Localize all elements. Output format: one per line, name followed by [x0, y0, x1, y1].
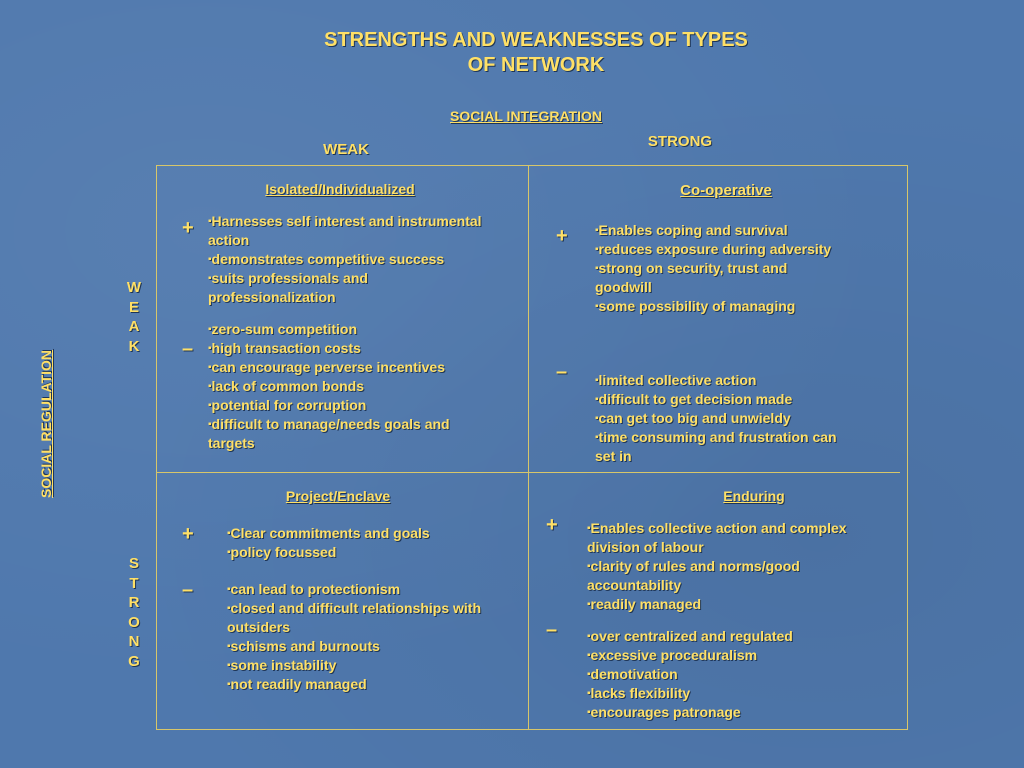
list-item: ▪ schisms and burnouts: [227, 637, 492, 656]
list-item: ▪ not readily managed: [227, 675, 492, 694]
list-item: ▪ lack of common bonds: [208, 377, 493, 396]
list-item: ▪ Enables coping and survival: [595, 221, 845, 240]
regulation-strong-label: [124, 554, 144, 671]
list-item: ▪ demonstrates competitive success: [208, 250, 493, 269]
list-item: ▪ some instability: [227, 656, 492, 675]
letter: T: [129, 574, 139, 592]
minus-sign: –: [182, 579, 194, 601]
project-weaknesses-list: [227, 580, 492, 694]
slide-title: [236, 28, 836, 78]
letter: K: [128, 337, 140, 355]
list-item: ▪ demotivation: [587, 665, 887, 684]
list-item: ▪ zero-sum competition: [208, 320, 493, 339]
list-item: ▪ high transaction costs: [208, 339, 493, 358]
isolated-weaknesses-list: [208, 320, 493, 453]
enduring-strengths-list: [587, 519, 887, 614]
list-item: ▪ some possibility of managing: [595, 297, 845, 316]
integration-weak-label: WEAK: [323, 141, 369, 158]
list-item: ▪ Harnesses self interest and instrumental action: [208, 212, 493, 250]
cooperative-weaknesses-list: [595, 371, 850, 466]
letter: S: [128, 555, 139, 572]
list-item: ▪ readily managed: [587, 595, 887, 614]
list-item: ▪ suits professionals and professionalization: [208, 269, 493, 307]
list-item: ▪ can get too big and unwieldy: [595, 409, 850, 428]
project-strengths-list: [227, 524, 492, 562]
list-item: ▪ policy focussed: [227, 543, 492, 562]
letter: W: [126, 279, 142, 296]
list-item: ▪ closed and difficult relationships with outsiders: [227, 599, 492, 637]
social-regulation-label: SOCIAL REGULATION: [38, 349, 54, 499]
quadrant-title-enduring: Enduring: [723, 488, 785, 504]
title-line-2: OF NETWORK: [467, 54, 605, 76]
list-item: ▪ over centralized and regulated: [587, 627, 887, 646]
plus-sign: +: [546, 514, 558, 536]
list-item: ▪ Enables collective action and complex division of labour: [587, 519, 887, 557]
list-item: ▪ potential for corruption: [208, 396, 493, 415]
list-item: ▪ clarity of rules and norms/good accountability: [587, 557, 887, 595]
list-item: ▪ reduces exposure during adversity: [595, 240, 845, 259]
social-integration-label: SOCIAL INTEGRATION: [450, 108, 602, 124]
letter: G: [128, 652, 140, 670]
list-item: ▪ excessive proceduralism: [587, 646, 887, 665]
plus-sign: +: [182, 523, 194, 545]
letter: N: [128, 633, 140, 650]
grid-vertical-divider: [528, 166, 529, 729]
isolated-strengths-list: [208, 212, 493, 307]
minus-sign: –: [182, 338, 194, 360]
letter: O: [128, 613, 140, 631]
letter: R: [128, 594, 140, 611]
plus-sign: +: [182, 217, 194, 239]
list-item: ▪ can encourage perverse incentives: [208, 358, 493, 377]
list-item: ▪ can lead to protectionism: [227, 580, 492, 599]
title-line-1: STRENGTHS AND WEAKNESSES OF TYPES: [324, 29, 748, 51]
letter: E: [128, 298, 139, 316]
list-item: ▪ Clear commitments and goals: [227, 524, 492, 543]
enduring-weaknesses-list: [587, 627, 887, 722]
minus-sign: –: [546, 619, 558, 641]
letter: A: [128, 318, 140, 335]
list-item: ▪ strong on security, trust and goodwill: [595, 259, 845, 297]
list-item: ▪ lacks flexibility: [587, 684, 887, 703]
plus-sign: +: [556, 225, 568, 247]
list-item: ▪ encourages patronage: [587, 703, 887, 722]
quadrant-title-isolated: Isolated/Individualized: [265, 181, 415, 197]
list-item: ▪ time consuming and frustration can set in: [595, 428, 850, 466]
integration-strong-label: STRONG: [647, 133, 713, 150]
list-item: ▪ difficult to manage/needs goals and targets: [208, 415, 493, 453]
grid-horizontal-divider: [157, 472, 900, 473]
list-item: ▪ limited collective action: [595, 371, 850, 390]
cooperative-strengths-list: [595, 221, 845, 316]
regulation-weak-label: [124, 278, 144, 356]
quadrant-title-project-enclave: Project/Enclave: [285, 488, 391, 504]
minus-sign: –: [556, 361, 568, 383]
list-item: ▪ difficult to get decision made: [595, 390, 850, 409]
quadrant-title-cooperative: Co-operative: [680, 182, 772, 199]
